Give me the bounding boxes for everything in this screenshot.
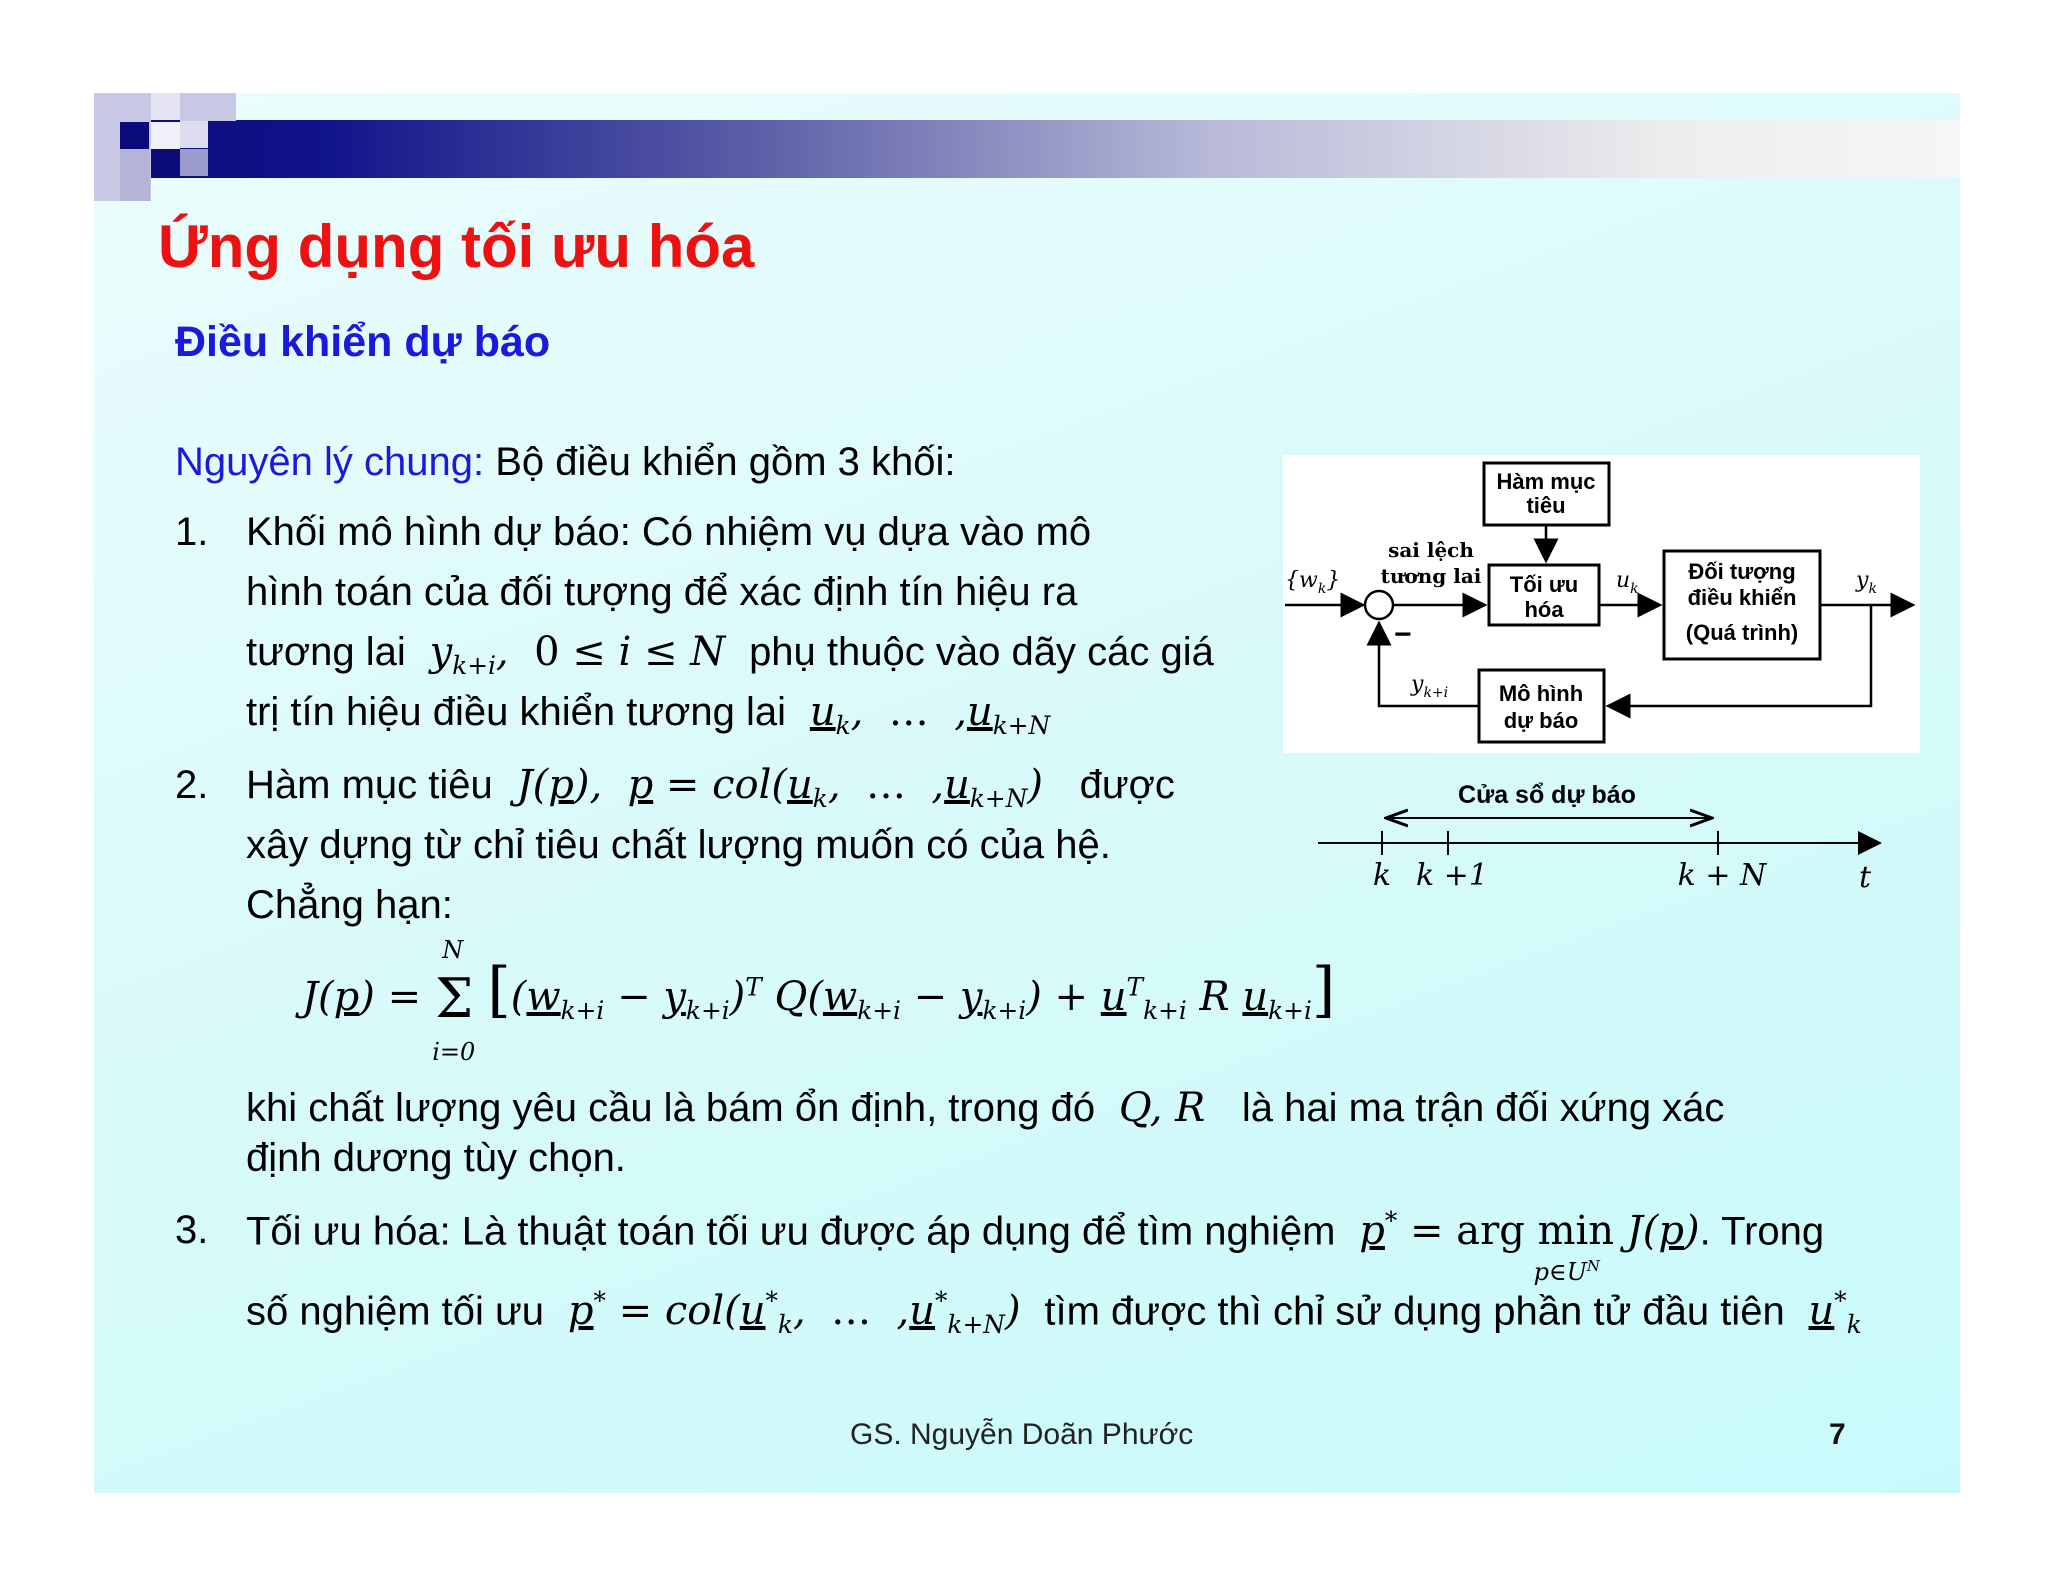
window-label: Cửa sổ dự báo (1458, 781, 1636, 809)
prediction-timeline (1310, 775, 1890, 900)
model-label-2: dự báo (1503, 708, 1579, 733)
summing-junction (1365, 591, 1393, 619)
plant-label-2: điều khiển (1687, 585, 1797, 610)
tick-k1: k +1 (1416, 858, 1488, 893)
item1-line3-start: tương lai (246, 630, 406, 674)
yk-label: $y_{k+i}$ (1411, 672, 1449, 701)
item2-line3: Chẳng hạn: (246, 883, 453, 927)
item1-number: 1. (175, 510, 209, 554)
tick-k: k (1372, 858, 1392, 893)
item3-line2-end: tìm được thì chỉ sử dụng phần tử đầu tiên (1044, 1289, 1785, 1334)
header-gradient-bar (94, 120, 1960, 178)
formula-argmin: p* = arg min $p\in U^N$ J(p) (1359, 1207, 1700, 1287)
intro-label: Nguyên lý chung: (175, 440, 485, 484)
footer-author: GS. Nguyễn Doãn Phước (850, 1418, 1194, 1451)
model-label-1: Mô hình (1498, 681, 1584, 706)
formula-cost-function: J(p) = N Σ i=0 [$(w_{k+i} - y_{k+i})^T$ $Q(w_{k+i} - y_{k+i}) + u^T_{k+i}$ R $u_{k+i}$] (302, 936, 1336, 1067)
error-label-1: sai lệch (1388, 538, 1474, 562)
formula-first-element: $u^*_k$ (1808, 1287, 1862, 1340)
block-diagram-svg (1283, 455, 1920, 753)
item1-line1: Khối mô hình dự báo: Có nhiệm vụ dựa vào mô (246, 510, 1092, 554)
error-label-2: tương lai (1380, 564, 1482, 588)
formula-objective-def: J(p), $p = col(u_k$, … $,u_{k+N}$) (503, 762, 1069, 813)
item1-line4-start: trị tín hiệu điều khiển tương lai (246, 690, 786, 734)
item3-line1 (246, 1207, 1825, 1287)
item3-line2-start: số nghiệm tối ưu (246, 1289, 545, 1334)
plant-label-1: Đối tượng (1688, 559, 1796, 584)
item1-line3 (246, 629, 1214, 680)
optimizer-label-1: Tối ưu (1509, 572, 1579, 597)
item1-line4 (246, 689, 1051, 740)
block-diagram (1283, 455, 1920, 753)
item3-line1-start: Tối ưu hóa: Là thuật toán tối ưu được áp dụng để tìm nghiệm (246, 1209, 1336, 1254)
formula-y-window: $y_{k+i}$, 0 ≤ i ≤ N (416, 629, 738, 680)
sum-symbol: N Σ i=0 (432, 936, 476, 1067)
item2-after-line1 (246, 1085, 1725, 1131)
tick-kN: k + N (1677, 858, 1767, 893)
minus-sign: − (1394, 618, 1412, 651)
item1-line3-end: phụ thuộc vào dãy các giá (749, 630, 1214, 674)
item3-number: 3. (175, 1208, 209, 1252)
page-number: 7 (1829, 1418, 1846, 1451)
axis-t: t (1858, 860, 1872, 895)
deco-square (151, 122, 180, 149)
deco-square (120, 122, 149, 149)
deco-square (180, 121, 208, 148)
slide-title: Ứng dụng tối ưu hóa (158, 213, 755, 280)
item1-line2: hình toán của đối tượng để xác định tín hiệu ra (246, 570, 1078, 614)
deco-square (151, 93, 180, 120)
item2-line1-start: Hàm mục tiêu (246, 763, 493, 807)
item2-line1 (246, 762, 1175, 813)
deco-square (180, 149, 208, 176)
deco-square (120, 149, 150, 201)
intro-line (175, 442, 956, 482)
item2-line1-end: được (1079, 763, 1175, 807)
item2-number: 2. (175, 763, 209, 807)
formula-u-sequence: $u_k$, … $,u_{k+N}$ (809, 689, 1051, 740)
intro-text: Bộ điều khiển gồm 3 khối: (495, 440, 956, 484)
y-label: $y_k$ (1856, 568, 1877, 597)
formula-QR: Q, R (1106, 1085, 1231, 1131)
u-label: $u_k$ (1616, 568, 1639, 597)
objective-label-2: tiêu (1526, 493, 1566, 518)
slide-subtitle: Điều khiển dự báo (175, 318, 551, 366)
deco-square (180, 93, 236, 121)
formula-optimal-sequence: $p^* = col(u^*_k$, … $,u^*_{k+N}$) (567, 1287, 1034, 1340)
item2-after-end: là hai ma trận đối xứng xác (1241, 1086, 1725, 1130)
optimizer-label-2: hóa (1524, 597, 1564, 622)
item2-after-line2: định dương tùy chọn. (246, 1136, 626, 1180)
objective-label-1: Hàm mục (1496, 469, 1596, 494)
item3-line2 (246, 1287, 1862, 1340)
item2-line2: xây dựng từ chỉ tiêu chất lượng muốn có của hệ. (246, 823, 1111, 867)
plant-label-3: (Quá trình) (1685, 620, 1799, 645)
item3-line1-end: . Trong (1699, 1209, 1825, 1254)
input-label: $\{w_k\}$ (1285, 568, 1341, 597)
item2-after-start: khi chất lượng yêu cầu là bám ổn định, trong đó (246, 1086, 1096, 1130)
deco-square (151, 149, 180, 176)
